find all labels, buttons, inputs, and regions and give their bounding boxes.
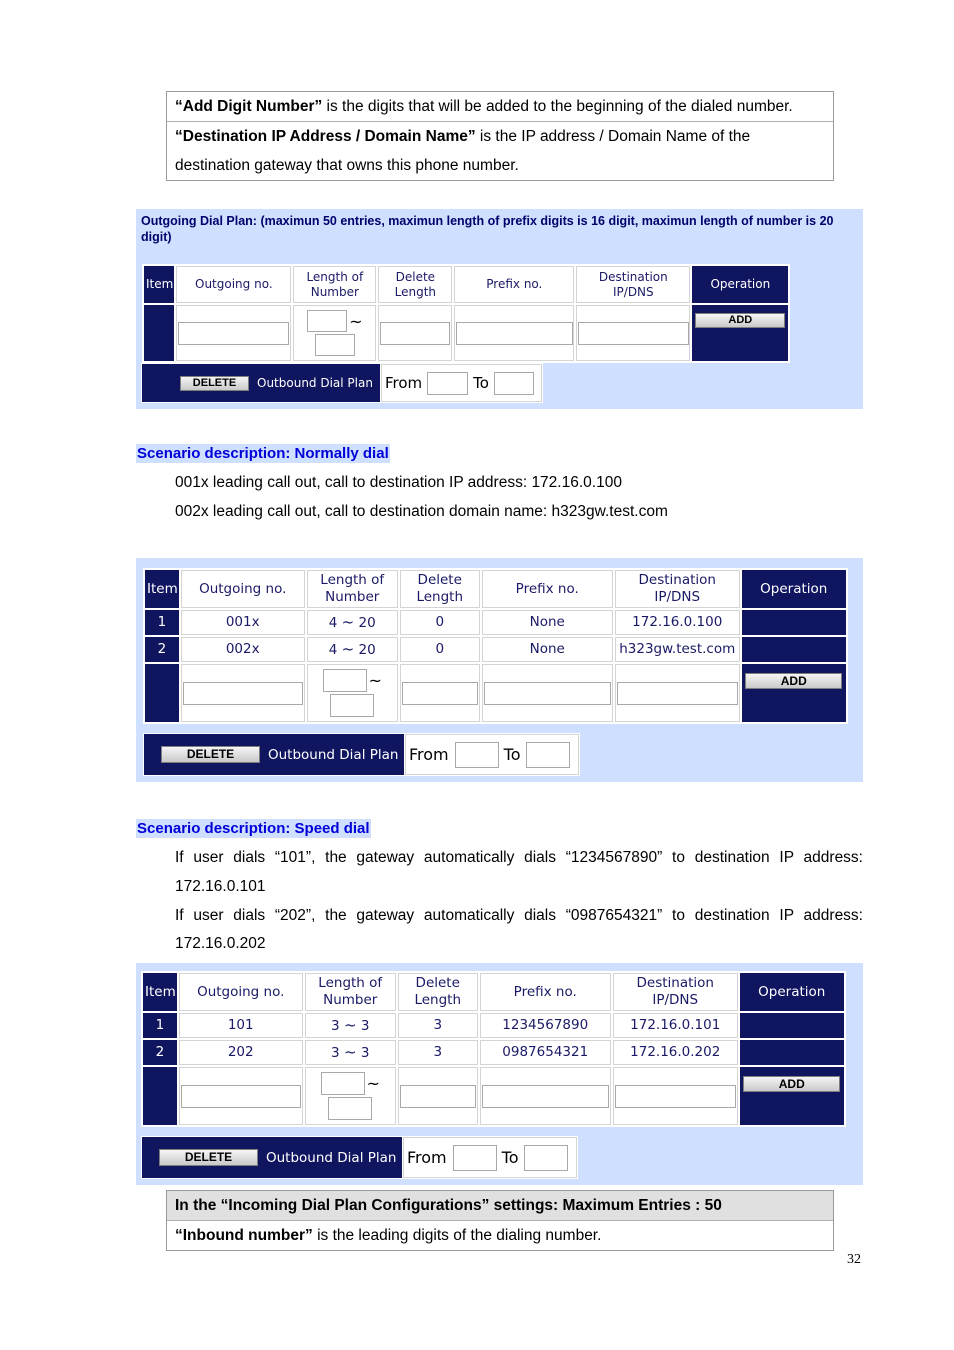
destination-input[interactable] (617, 682, 738, 705)
scenario-speed-line-3: If user dials “202”, the gateway automatically dials “0987654321” to destination IP address: (175, 907, 863, 924)
delete-length-input[interactable] (400, 1085, 476, 1108)
new-row-operation-cell (692, 305, 788, 361)
header-length: Length of Number (307, 570, 398, 608)
scenario-speed-line-1: If user dials “101”, the gateway automatically dials “1234567890” to destination IP address: (175, 849, 863, 866)
header-delete: Delete Length (398, 973, 478, 1011)
header-operation: Operation (692, 266, 788, 303)
prefix-input[interactable] (484, 682, 611, 705)
delete-length-input[interactable] (380, 322, 450, 345)
normal-dial-panel (136, 558, 863, 782)
new-row-dest-cell (576, 305, 690, 361)
outbound-dial-plan-label: Outbound Dial Plan (266, 1149, 397, 1166)
definition-inbound-number: “Inbound number” is the leading digits of the dialing number. (167, 1220, 833, 1250)
header-destination: Destination IP/DNS (576, 266, 690, 303)
outgoing-input[interactable] (183, 682, 303, 705)
length-max-input[interactable] (330, 694, 374, 717)
add-button[interactable]: ADD (745, 673, 842, 689)
length-max-input[interactable] (315, 334, 355, 356)
header-outgoing: Outgoing no. (179, 973, 303, 1011)
scenario-normal-line-1: 001x leading call out, call to destination IP address: 172.16.0.100 (175, 474, 622, 491)
outbound-dial-plan-label: Outbound Dial Plan (257, 376, 373, 390)
header-prefix: Prefix no. (480, 973, 611, 1011)
delete-bar (141, 1136, 578, 1179)
prefix-input[interactable] (482, 1085, 609, 1108)
header-item: Item (144, 266, 174, 303)
destination-input[interactable] (615, 1085, 736, 1108)
from-input[interactable] (455, 742, 499, 768)
definition-add-digit: “Add Digit Number” is the digits that will be added to the beginning of the dialed number. (175, 98, 793, 115)
header-length: Length of Number (305, 973, 396, 1011)
delete-bar (141, 363, 543, 403)
to-input[interactable] (494, 372, 534, 395)
definitions-box-top (166, 91, 834, 181)
scenario-speed-line-4: 172.16.0.202 (175, 935, 266, 952)
panel-caption: Outgoing Dial Plan: (maximun 50 entries, maximun length of prefix digits is 16 digit, maximun length of number is 20 digit) (141, 214, 834, 244)
length-min-input[interactable] (307, 310, 347, 332)
definition-destination: “Destination IP Address / Domain Name” is the IP address / Domain Name of the destination gateway that owns this phone number. (167, 121, 833, 180)
header-operation: Operation (740, 973, 844, 1011)
to-input[interactable] (524, 1145, 568, 1171)
outgoing-input[interactable] (178, 322, 289, 345)
header-destination: Destination IP/DNS (615, 570, 740, 608)
length-min-input[interactable] (323, 669, 367, 692)
scenario-normal-line-2: 002x leading call out, call to destination domain name: h323gw.test.com (175, 503, 668, 520)
to-input[interactable] (526, 742, 570, 768)
speed-dial-panel (136, 963, 863, 1185)
page-number: 32 (847, 1252, 861, 1267)
new-row-delete-cell (378, 305, 452, 361)
add-button[interactable]: ADD (695, 313, 785, 328)
header-item: Item (145, 570, 179, 608)
to-label: To (473, 374, 489, 392)
header-outgoing: Outgoing no. (181, 570, 305, 608)
length-max-input[interactable] (328, 1097, 372, 1120)
new-row-item (144, 305, 174, 361)
speed-dial-table: Item Outgoing no. Length of Number Delete Length Prefix no. Destination IP/DNS Operation 1 101 3 ~ 3 3 1234567890 172.16.0.101 2 202 3 ~ 3 3 0987654321 172.16.0.202 ~ ADD (141, 971, 846, 1127)
header-operation: Operation (742, 570, 846, 608)
header-length: Length of Number (293, 266, 376, 303)
normal-dial-table: Item Outgoing no. Length of Number Delete Length Prefix no. Destination IP/DNS Operation 1 001x 4 ~ 20 0 None 172.16.0.100 2 002x 4 ~ 20 0 None h323gw.test.com ~ ADD (143, 568, 848, 724)
new-row-outgoing-cell (176, 305, 291, 361)
header-delete: Delete Length (400, 570, 480, 608)
table-row: 2 002x 4 ~ 20 0 None h323gw.test.com (145, 637, 846, 662)
header-prefix: Prefix no. (454, 266, 574, 303)
table-row: 2 202 3 ~ 3 3 0987654321 172.16.0.202 (143, 1040, 844, 1065)
scenario-speed-line-2: 172.16.0.101 (175, 878, 266, 895)
from-input[interactable] (427, 372, 468, 395)
delete-length-input[interactable] (402, 682, 478, 705)
delete-bar-left (142, 364, 380, 402)
definitions-box-bottom (166, 1190, 834, 1251)
delete-bar (143, 733, 580, 776)
new-row-length-cell: ~ (293, 305, 376, 361)
scenario-speed-title: Scenario description: Speed dial (137, 820, 370, 837)
incoming-dial-plan-header: In the “Incoming Dial Plan Configurations” settings: Maximum Entries : 50 (167, 1191, 833, 1220)
header-delete: Delete Length (378, 266, 452, 303)
outgoing-input[interactable] (181, 1085, 301, 1108)
dial-plan-table (142, 264, 790, 363)
from-input[interactable] (453, 1145, 497, 1171)
delete-button[interactable]: DELETE (180, 376, 249, 391)
delete-button[interactable]: DELETE (161, 746, 260, 763)
delete-button[interactable]: DELETE (159, 1149, 258, 1166)
table-row: 1 101 3 ~ 3 3 1234567890 172.16.0.101 (143, 1013, 844, 1038)
table-row: 1 001x 4 ~ 20 0 None 172.16.0.100 (145, 610, 846, 635)
from-label: From (385, 374, 423, 392)
new-row-prefix-cell (454, 305, 574, 361)
from-label: From (409, 745, 449, 764)
to-label: To (501, 1148, 519, 1167)
scenario-normal-title: Scenario description: Normally dial (137, 445, 389, 462)
outbound-dial-plan-label: Outbound Dial Plan (268, 746, 399, 763)
header-item: Item (143, 973, 177, 1011)
destination-input[interactable] (578, 322, 689, 345)
header-destination: Destination IP/DNS (613, 973, 738, 1011)
add-button[interactable]: ADD (743, 1076, 840, 1092)
prefix-input[interactable] (456, 322, 573, 345)
header-prefix: Prefix no. (482, 570, 613, 608)
outgoing-dial-plan-panel (136, 209, 863, 409)
length-min-input[interactable] (321, 1072, 365, 1095)
header-outgoing: Outgoing no. (176, 266, 291, 303)
delete-range (381, 364, 542, 402)
from-label: From (407, 1148, 447, 1167)
to-label: To (503, 745, 521, 764)
